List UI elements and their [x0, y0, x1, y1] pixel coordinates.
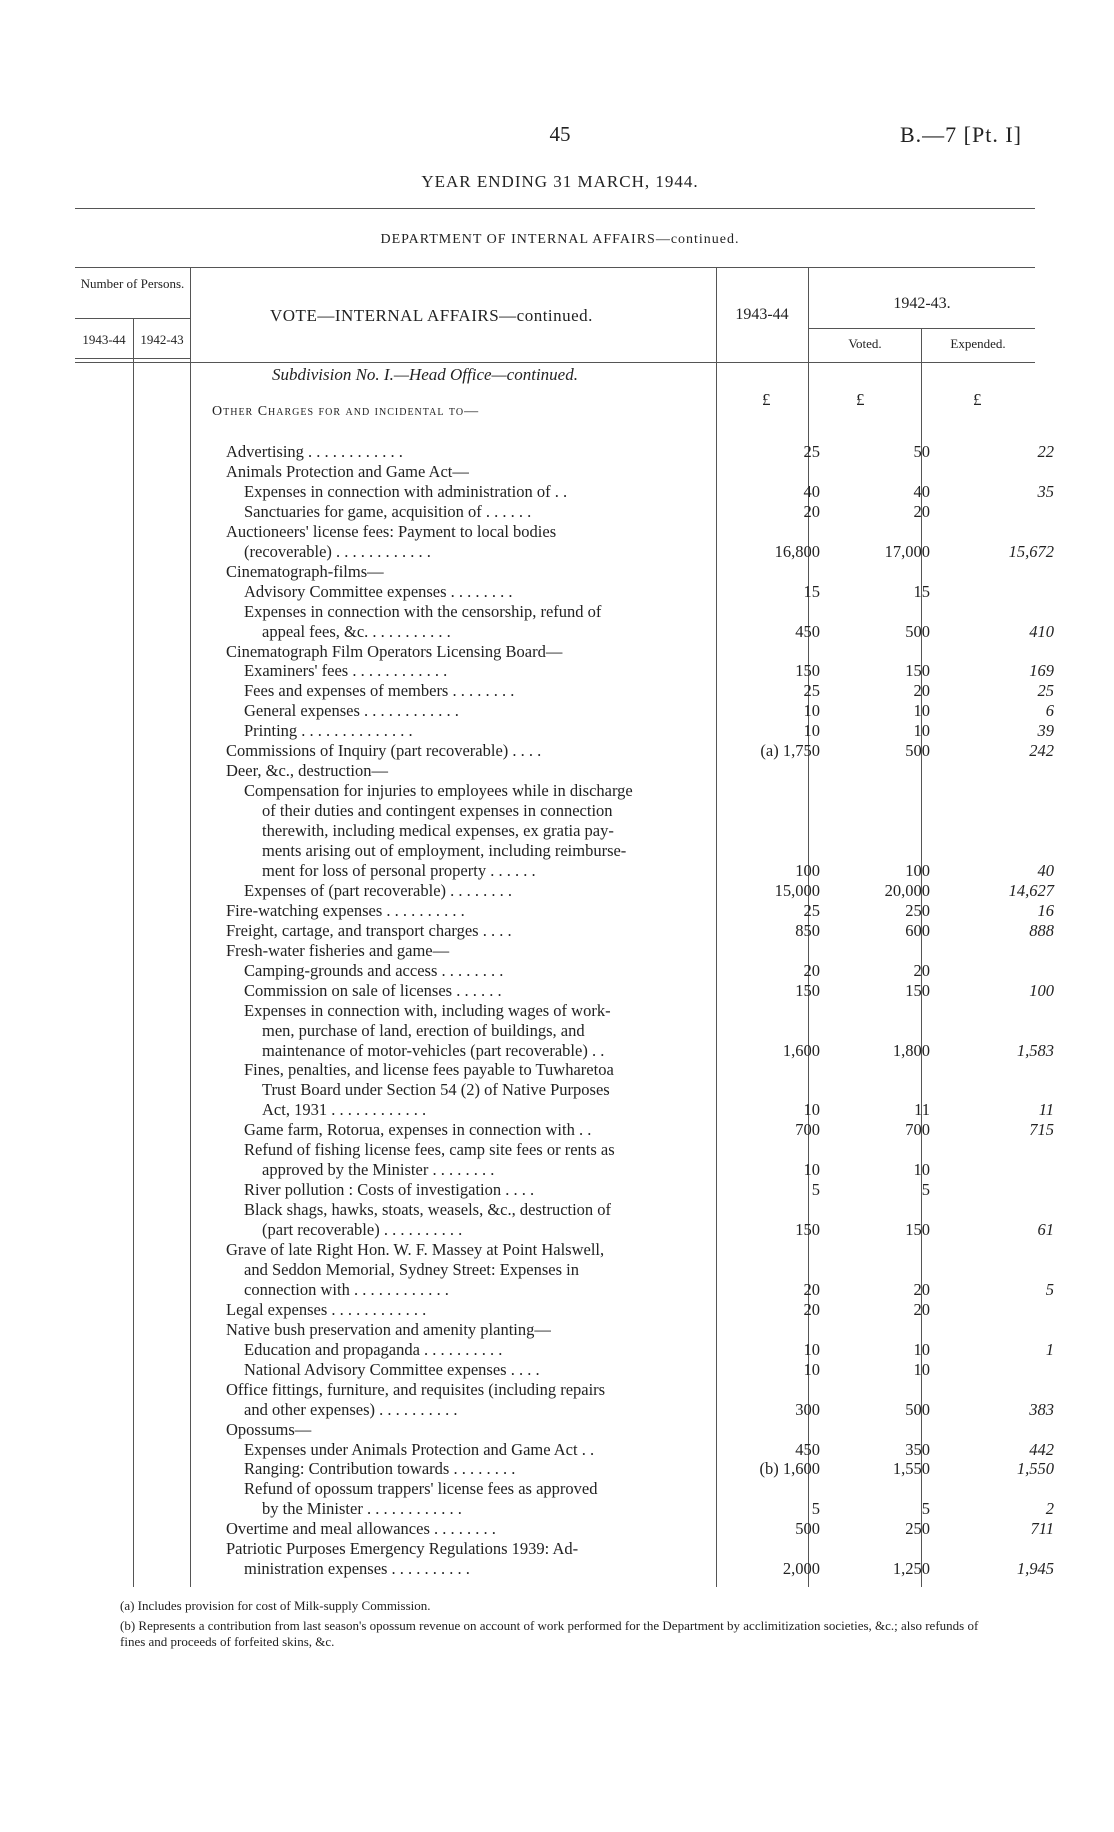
- voted-1942-43: 50: [913, 442, 930, 461]
- table-row: [0, 1459, 1114, 1479]
- table-row: [0, 462, 1114, 482]
- currency-col1: £: [762, 390, 771, 409]
- voted-1942-43: 20: [913, 960, 930, 980]
- table-row: [0, 1240, 1114, 1260]
- table-row: [0, 442, 1114, 462]
- table-row: [0, 1041, 1114, 1061]
- estimate-1943-44: 15: [803, 581, 820, 601]
- table-row: [0, 1160, 1114, 1180]
- voted-1942-43: 100: [905, 860, 930, 880]
- table-row: [0, 1100, 1114, 1120]
- estimate-1943-44: 450: [795, 1439, 820, 1459]
- estimate-1943-44: 10: [803, 1160, 820, 1180]
- row-label: Freight, cartage, and transport charges . . . .: [226, 920, 512, 940]
- row-label: Refund of fishing license fees, camp site fees or rents as: [244, 1140, 615, 1160]
- voted-1942-43: 150: [905, 980, 930, 1000]
- expended-1942-43: 1: [1045, 1339, 1054, 1359]
- voted-1942-43: 350: [905, 1439, 930, 1459]
- row-label: (recoverable) . . . . . . . . . . . .: [244, 541, 431, 561]
- voted-1942-43: 1,800: [892, 1040, 930, 1060]
- row-label: Commission on sale of licenses . . . . . .: [244, 980, 502, 1000]
- expended-1942-43: 35: [1037, 481, 1054, 501]
- table-row: [0, 1120, 1114, 1140]
- row-label: Act, 1931 . . . . . . . . . . . .: [262, 1100, 427, 1120]
- row-label: men, purchase of land, erection of buildings, and: [262, 1020, 585, 1040]
- subdivision-heading: [272, 365, 578, 385]
- table-row: [0, 701, 1114, 721]
- expended-1942-43: 169: [1029, 661, 1054, 681]
- row-label: Deer, &c., destruction—: [226, 761, 388, 781]
- row-label: Legal expenses . . . . . . . . . . . .: [226, 1299, 427, 1319]
- voted-1942-43: 17,000: [884, 541, 930, 561]
- table-row: [0, 1539, 1114, 1559]
- row-label: and Seddon Memorial, Sydney Street: Expenses in: [244, 1259, 579, 1279]
- expended-1942-43: 11: [1038, 1100, 1054, 1120]
- table-row: [0, 841, 1114, 861]
- estimate-1943-44: 40: [803, 481, 820, 501]
- other-charges-heading: Other Charges for and incidental to—: [212, 404, 480, 419]
- row-label: Office fittings, furniture, and requisites (including repairs: [226, 1379, 606, 1399]
- estimate-1943-44: 16,800: [774, 541, 820, 561]
- table-row: [0, 1519, 1114, 1539]
- expended-1942-43: 14,627: [1008, 880, 1054, 900]
- row-label: Printing . . . . . . . . . . . . . .: [244, 721, 413, 741]
- row-label: Examiners' fees . . . . . . . . . . . .: [244, 661, 448, 681]
- estimate-1943-44: 10: [803, 1359, 820, 1379]
- table-row: [0, 602, 1114, 622]
- col-1942-header: 1942-43.: [893, 295, 951, 312]
- estimate-1943-44: 2,000: [782, 1559, 820, 1579]
- expended-1942-43: 711: [1030, 1519, 1054, 1539]
- estimate-1943-44: 5: [811, 1180, 820, 1200]
- estimate-1943-44: 5: [811, 1499, 820, 1519]
- row-label: Education and propaganda . . . . . . . . . .: [244, 1339, 503, 1359]
- table-row: [0, 801, 1114, 821]
- table-row: [0, 941, 1114, 961]
- table-row: [0, 1380, 1114, 1400]
- table-row: [0, 582, 1114, 602]
- table-row: [0, 1200, 1114, 1220]
- table-row: [0, 1260, 1114, 1280]
- persons-year-1943: 1943-44: [82, 332, 126, 347]
- table-row: [0, 1420, 1114, 1440]
- row-label: Fees and expenses of members . . . . . . . .: [244, 681, 515, 701]
- row-label: by the Minister . . . . . . . . . . . .: [262, 1499, 462, 1519]
- estimate-1943-44: 25: [803, 900, 820, 920]
- table-row: [0, 1140, 1114, 1160]
- row-label: appeal fees, &c. . . . . . . . . . .: [262, 621, 451, 641]
- estimate-1943-44: 150: [795, 980, 820, 1000]
- expended-header: Expended.: [950, 336, 1006, 351]
- department-title: DEPARTMENT OF INTERNAL AFFAIRS—continued.: [380, 232, 740, 247]
- estimate-1943-44: 300: [795, 1399, 820, 1419]
- row-label: Advisory Committee expenses . . . . . . . .: [244, 581, 513, 601]
- row-label: River pollution : Costs of investigation . . . .: [244, 1180, 535, 1200]
- currency-col2: £: [856, 390, 865, 409]
- table-row: [0, 1220, 1114, 1240]
- table-row: [0, 761, 1114, 781]
- estimate-1943-44: 700: [795, 1120, 820, 1140]
- voted-1942-43: 20: [913, 681, 930, 701]
- voted-1942-43: 20: [913, 1299, 930, 1319]
- row-label: Fire-watching expenses . . . . . . . . . .: [226, 900, 465, 920]
- table-row: [0, 1021, 1114, 1041]
- table-row: [0, 1360, 1114, 1380]
- expended-1942-43: 410: [1029, 621, 1054, 641]
- table-row: [0, 901, 1114, 921]
- table-row: [0, 1180, 1114, 1200]
- table-row: [0, 741, 1114, 761]
- table-row: [0, 502, 1114, 522]
- table-row: [0, 642, 1114, 662]
- voted-1942-43: 20: [913, 501, 930, 521]
- row-label: Grave of late Right Hon. W. F. Massey at Point Halswell,: [226, 1240, 605, 1259]
- row-label: Cinematograph Film Operators Licensing Board—: [226, 641, 563, 661]
- table-row: [0, 1559, 1114, 1579]
- expended-1942-43: 1,550: [1016, 1459, 1054, 1479]
- expended-1942-43: 383: [1029, 1399, 1054, 1419]
- table-row: [0, 981, 1114, 1001]
- table-row: [0, 1440, 1114, 1460]
- row-label: Animals Protection and Game Act—: [226, 461, 469, 481]
- estimate-1943-44: (a) 1,750: [760, 741, 820, 761]
- voted-1942-43: 600: [905, 920, 930, 940]
- estimate-1943-44: 15,000: [774, 880, 820, 900]
- table-row: [0, 721, 1114, 741]
- table-row: [0, 1340, 1114, 1360]
- row-label: Trust Board under Section 54 (2) of Native Purposes: [262, 1080, 610, 1100]
- expended-1942-43: 16: [1037, 900, 1054, 920]
- expended-1942-43: 715: [1029, 1120, 1054, 1140]
- expended-1942-43: 5: [1045, 1279, 1054, 1299]
- row-label: Commissions of Inquiry (part recoverable) . . . .: [226, 741, 542, 761]
- subdivision-text: Subdivision No. I.—Head Office—continued.: [272, 365, 578, 384]
- estimate-1943-44: (b) 1,600: [759, 1459, 820, 1479]
- row-label: Auctioneers' license fees: Payment to local bodies: [226, 521, 557, 541]
- estimate-1943-44: 20: [803, 501, 820, 521]
- row-label: Compensation for injuries to employees while in discharge: [244, 781, 633, 801]
- voted-1942-43: 5: [921, 1499, 930, 1519]
- row-label: Expenses of (part recoverable) . . . . . . . .: [244, 880, 513, 900]
- persons-year-1942: 1942-43: [140, 332, 184, 347]
- row-label: Cinematograph-films—: [226, 561, 384, 581]
- voted-1942-43: 250: [905, 900, 930, 920]
- footnote-a: (a) Includes provision for cost of Milk-supply Commission.: [120, 1598, 431, 1613]
- row-label: National Advisory Committee expenses . . . .: [244, 1359, 540, 1379]
- estimate-1943-44: 25: [803, 681, 820, 701]
- expended-1942-43: 2: [1045, 1499, 1054, 1519]
- vote-title: VOTE—INTERNAL AFFAIRS—continued.: [270, 306, 593, 325]
- estimate-1943-44: 20: [803, 1279, 820, 1299]
- estimate-1943-44: 850: [795, 920, 820, 940]
- table-row: [0, 562, 1114, 582]
- row-label: Overtime and meal allowances . . . . . . . .: [226, 1519, 496, 1539]
- col-1943-header: 1943-44: [735, 306, 789, 323]
- voted-header: Voted.: [848, 336, 882, 351]
- voted-1942-43: 10: [913, 1160, 930, 1180]
- estimate-1943-44: 1,600: [782, 1040, 820, 1060]
- page-number: 45: [549, 122, 571, 146]
- voted-1942-43: 10: [913, 1359, 930, 1379]
- row-label: Fresh-water fisheries and game—: [226, 940, 450, 960]
- estimate-1943-44: 20: [803, 960, 820, 980]
- row-label: (part recoverable) . . . . . . . . . .: [262, 1220, 463, 1240]
- table-row: [0, 821, 1114, 841]
- voted-1942-43: 15: [913, 581, 930, 601]
- estimate-1943-44: 25: [803, 442, 820, 461]
- voted-1942-43: 40: [913, 481, 930, 501]
- row-label: of their duties and contingent expenses in connection: [262, 801, 613, 821]
- table-row: [0, 1001, 1114, 1021]
- voted-1942-43: 150: [905, 1220, 930, 1240]
- row-label: ment for loss of personal property . . . . . .: [262, 860, 536, 880]
- row-label: Native bush preservation and amenity planting—: [226, 1319, 551, 1339]
- expended-1942-43: 6: [1045, 701, 1054, 721]
- expended-1942-43: 61: [1037, 1220, 1054, 1240]
- row-label: maintenance of motor-vehicles (part recoverable) . .: [262, 1040, 605, 1060]
- expended-1942-43: 888: [1029, 920, 1054, 940]
- estimate-1943-44: 500: [795, 1519, 820, 1539]
- estimate-1943-44: 450: [795, 621, 820, 641]
- voted-1942-43: 10: [913, 721, 930, 741]
- row-label: connection with . . . . . . . . . . . .: [244, 1279, 449, 1299]
- row-label: Patriotic Purposes Emergency Regulations 1939: Ad-: [226, 1539, 579, 1559]
- row-label: Fines, penalties, and license fees payable to Tuwharetoa: [244, 1060, 614, 1080]
- voted-1942-43: 20: [913, 1279, 930, 1299]
- document-reference: B.—7 [Pt. I]: [900, 122, 1022, 147]
- year-title: YEAR ENDING 31 MARCH, 1944.: [421, 172, 699, 191]
- estimate-1943-44: 150: [795, 1220, 820, 1240]
- row-label: ments arising out of employment, including reimburse-: [262, 841, 627, 860]
- currency-col3: £: [973, 390, 982, 409]
- row-label: ministration expenses . . . . . . . . . .: [244, 1559, 470, 1579]
- table-row: [0, 482, 1114, 502]
- table-row: [0, 1320, 1114, 1340]
- estimate-1943-44: 20: [803, 1299, 820, 1319]
- table-row: [0, 1300, 1114, 1320]
- row-label: Sanctuaries for game, acquisition of . . . . . .: [244, 501, 532, 521]
- row-label: Refund of opossum trappers' license fees as approved: [244, 1479, 598, 1499]
- table-top-rule: [75, 267, 1035, 268]
- row-label: Expenses in connection with administration of . .: [244, 481, 568, 501]
- voted-1942-43: 500: [905, 621, 930, 641]
- estimate-1943-44: 10: [803, 1100, 820, 1120]
- table-row: [0, 1080, 1114, 1100]
- expended-1942-43: 40: [1037, 860, 1054, 880]
- voted-1942-43: 1,550: [892, 1459, 930, 1479]
- expended-1942-43: 25: [1037, 681, 1054, 701]
- voted-1942-43: 500: [905, 741, 930, 761]
- expended-1942-43: 22: [1037, 442, 1054, 461]
- table-row: [0, 861, 1114, 881]
- table-row: [0, 1280, 1114, 1300]
- voted-1942-43: 20,000: [884, 880, 930, 900]
- table-row: [0, 542, 1114, 562]
- row-label: General expenses . . . . . . . . . . . .: [244, 701, 459, 721]
- persons-header: Number of Persons.: [80, 276, 185, 291]
- table-row: [0, 1479, 1114, 1499]
- table-row: [0, 661, 1114, 681]
- expended-1942-43: 1,945: [1016, 1559, 1054, 1579]
- voted-1942-43: 10: [913, 701, 930, 721]
- table-row: [0, 1400, 1114, 1420]
- voted-1942-43: 500: [905, 1399, 930, 1419]
- estimate-1943-44: 10: [803, 701, 820, 721]
- header-rule: [75, 208, 1035, 209]
- expended-1942-43: 15,672: [1008, 541, 1054, 561]
- table-row: [0, 681, 1114, 701]
- footnote-b: (b) Represents a contribution from last season's opossum revenue on account of work performed for the Department by acclimitization societies, &c.; also refunds of fines and proceeds of forfeited skins, &c.: [120, 1618, 979, 1649]
- estimate-1943-44: 100: [795, 860, 820, 880]
- table-row: [0, 622, 1114, 642]
- row-label: Ranging: Contribution towards . . . . . . . .: [244, 1459, 516, 1479]
- row-label: and other expenses) . . . . . . . . . .: [244, 1399, 458, 1419]
- table-row: [0, 961, 1114, 981]
- table-row: [0, 1499, 1114, 1519]
- estimate-1943-44: 10: [803, 721, 820, 741]
- table-row: [0, 522, 1114, 542]
- row-label: Game farm, Rotorua, expenses in connection with . .: [244, 1120, 592, 1140]
- voted-1942-43: 150: [905, 661, 930, 681]
- row-label: Expenses in connection with the censorship, refund of: [244, 601, 602, 621]
- row-label: approved by the Minister . . . . . . . .: [262, 1160, 495, 1180]
- table-row: [0, 1060, 1114, 1080]
- voted-1942-43: 10: [913, 1339, 930, 1359]
- voted-1942-43: 700: [905, 1120, 930, 1140]
- row-label: therewith, including medical expenses, ex gratia pay-: [262, 821, 614, 841]
- expended-1942-43: 39: [1037, 721, 1054, 741]
- row-label: Advertising . . . . . . . . . . . .: [226, 442, 403, 461]
- estimate-1943-44: 10: [803, 1339, 820, 1359]
- voted-1942-43: 1,250: [892, 1559, 930, 1579]
- expended-1942-43: 100: [1029, 980, 1054, 1000]
- row-label: Black shags, hawks, stoats, weasels, &c., destruction of: [244, 1200, 612, 1220]
- table-row: [0, 781, 1114, 801]
- row-label: Camping-grounds and access . . . . . . . .: [244, 960, 504, 980]
- table-header-rule: [75, 362, 1035, 363]
- row-label: Expenses in connection with, including wages of work-: [244, 1000, 611, 1020]
- expended-1942-43: 1,583: [1016, 1040, 1054, 1060]
- row-label: Opossums—: [226, 1419, 312, 1439]
- voted-1942-43: 5: [921, 1180, 930, 1200]
- table-row: [0, 881, 1114, 901]
- row-label: Expenses under Animals Protection and Game Act . .: [244, 1439, 595, 1459]
- expended-1942-43: 242: [1029, 741, 1054, 761]
- voted-1942-43: 250: [905, 1519, 930, 1539]
- expended-1942-43: 442: [1029, 1439, 1054, 1459]
- table-row: [0, 921, 1114, 941]
- estimate-1943-44: 150: [795, 661, 820, 681]
- voted-1942-43: 11: [914, 1100, 930, 1120]
